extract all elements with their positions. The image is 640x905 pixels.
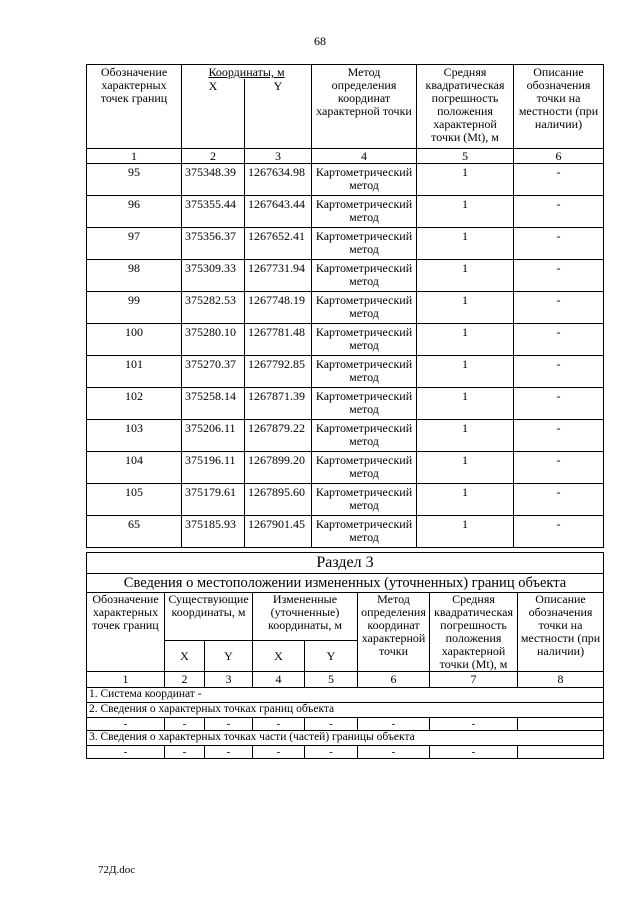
- col-number: 2: [165, 672, 205, 688]
- x-cell: 375280.10: [182, 324, 245, 356]
- dash-cell: -: [87, 718, 165, 731]
- mt-cell: 1: [417, 228, 514, 260]
- dash-cell: -: [253, 746, 305, 759]
- mt-cell: 1: [417, 516, 514, 548]
- description-cell: -: [514, 164, 604, 196]
- page-number: 68: [314, 34, 326, 48]
- y-cell: 1267895.60: [245, 484, 312, 516]
- header-y: Y: [245, 79, 312, 149]
- y-cell: 1267781.48: [245, 324, 312, 356]
- description-cell: -: [514, 324, 604, 356]
- description-cell: -: [514, 452, 604, 484]
- dash-cell: -: [430, 746, 518, 759]
- footer-filename: 72Д.doc: [98, 864, 136, 876]
- method-cell: Картометрический метод: [312, 516, 417, 548]
- header-y: Y: [205, 641, 253, 672]
- col-number: 3: [245, 149, 312, 164]
- method-cell: Картометрический метод: [312, 324, 417, 356]
- point-cell: 95: [87, 164, 182, 196]
- x-cell: 375258.14: [182, 388, 245, 420]
- x-cell: 375179.61: [182, 484, 245, 516]
- col-number: 4: [253, 672, 305, 688]
- description-cell: -: [514, 228, 604, 260]
- x-cell: 375355.44: [182, 196, 245, 228]
- method-cell: Картометрический метод: [312, 260, 417, 292]
- method-cell: Картометрический метод: [312, 164, 417, 196]
- dash-cell: [518, 746, 604, 759]
- x-cell: 375270.37: [182, 356, 245, 388]
- y-cell: 1267652.41: [245, 228, 312, 260]
- col-number: 2: [182, 149, 245, 164]
- dash-cell: [518, 718, 604, 731]
- description-cell: -: [514, 196, 604, 228]
- point-cell: 99: [87, 292, 182, 324]
- point-cell: 101: [87, 356, 182, 388]
- section-subtitle: Сведения о местоположении измененных (уточненных) границ объекта: [87, 574, 604, 593]
- x-cell: 375185.93: [182, 516, 245, 548]
- y-cell: 1267634.98: [245, 164, 312, 196]
- col-number: 8: [518, 672, 604, 688]
- mt-cell: 1: [417, 388, 514, 420]
- y-cell: 1267748.19: [245, 292, 312, 324]
- header-description: Описание обозначения точки на местности (при наличии): [514, 65, 604, 149]
- description-cell: -: [514, 356, 604, 388]
- description-cell: -: [514, 484, 604, 516]
- point-cell: 96: [87, 196, 182, 228]
- mt-cell: 1: [417, 420, 514, 452]
- mt-cell: 1: [417, 356, 514, 388]
- description-cell: -: [514, 420, 604, 452]
- header-x: X: [253, 641, 305, 672]
- y-cell: 1267879.22: [245, 420, 312, 452]
- mt-cell: 1: [417, 292, 514, 324]
- dash-cell: -: [358, 746, 430, 759]
- y-cell: 1267731.94: [245, 260, 312, 292]
- header-mt: Средняя квадратическая погрешность положения характерной точки (Mt), м: [430, 593, 518, 672]
- dash-cell: -: [87, 746, 165, 759]
- header-x: X: [165, 641, 205, 672]
- method-cell: Картометрический метод: [312, 484, 417, 516]
- y-cell: 1267871.39: [245, 388, 312, 420]
- table-row: [87, 420, 604, 452]
- col-number: 3: [205, 672, 253, 688]
- dash-cell: -: [165, 746, 205, 759]
- col-number: 7: [430, 672, 518, 688]
- y-cell: 1267792.85: [245, 356, 312, 388]
- y-cell: 1267899.20: [245, 452, 312, 484]
- table-row: [87, 260, 604, 292]
- dash-cell: -: [358, 718, 430, 731]
- header-coordinates: Координаты, м: [182, 65, 312, 80]
- x-cell: 375309.33: [182, 260, 245, 292]
- point-cell: 105: [87, 484, 182, 516]
- y-cell: 1267901.45: [245, 516, 312, 548]
- description-cell: -: [514, 292, 604, 324]
- header-y: Y: [305, 641, 358, 672]
- x-cell: 375206.11: [182, 420, 245, 452]
- point-cell: 65: [87, 516, 182, 548]
- table-row: [87, 356, 604, 388]
- header-description: Описание обозначения точки на местности (при наличии): [518, 593, 604, 672]
- method-cell: Картометрический метод: [312, 388, 417, 420]
- header-method: Метод определения координат характерной точки: [312, 65, 417, 149]
- table-row: [87, 452, 604, 484]
- header-method: Метод определения координат характерной точки: [358, 593, 430, 672]
- method-cell: Картометрический метод: [312, 196, 417, 228]
- description-cell: -: [514, 260, 604, 292]
- table-row: [87, 164, 604, 196]
- col-number: 1: [87, 672, 165, 688]
- table-row: [87, 196, 604, 228]
- method-cell: Картометрический метод: [312, 228, 417, 260]
- mt-cell: 1: [417, 324, 514, 356]
- method-cell: Картометрический метод: [312, 420, 417, 452]
- point-cell: 102: [87, 388, 182, 420]
- part-boundary-points-line: 3. Сведения о характерных точках части (частей) границы объекта: [87, 731, 604, 746]
- dash-cell: -: [253, 718, 305, 731]
- description-cell: -: [514, 388, 604, 420]
- dash-cell: -: [430, 718, 518, 731]
- x-cell: 375356.37: [182, 228, 245, 260]
- x-cell: 375282.53: [182, 292, 245, 324]
- method-cell: Картометрический метод: [312, 356, 417, 388]
- point-cell: 97: [87, 228, 182, 260]
- point-cell: 103: [87, 420, 182, 452]
- mt-cell: 1: [417, 452, 514, 484]
- mt-cell: 1: [417, 196, 514, 228]
- method-cell: Картометрический метод: [312, 452, 417, 484]
- header-changed-coords: Измененные (уточненные) координаты, м: [253, 593, 358, 641]
- x-cell: 375348.39: [182, 164, 245, 196]
- mt-cell: 1: [417, 484, 514, 516]
- description-cell: -: [514, 516, 604, 548]
- col-number: 5: [417, 149, 514, 164]
- table-row: [87, 388, 604, 420]
- table-row: [87, 324, 604, 356]
- col-number: 6: [358, 672, 430, 688]
- col-number: 6: [514, 149, 604, 164]
- col-number: 4: [312, 149, 417, 164]
- col-number: 1: [87, 149, 182, 164]
- table-row: [87, 292, 604, 324]
- section-title: Раздел 3: [87, 553, 604, 574]
- dash-cell: -: [305, 746, 358, 759]
- dash-cell: -: [165, 718, 205, 731]
- point-cell: 100: [87, 324, 182, 356]
- header-x: X: [182, 79, 245, 149]
- header-mt: Средняя квадратическая погрешность положения характерной точки (Mt), м: [417, 65, 514, 149]
- method-cell: Картометрический метод: [312, 292, 417, 324]
- mt-cell: 1: [417, 164, 514, 196]
- y-cell: 1267643.44: [245, 196, 312, 228]
- section3-table: [86, 552, 604, 759]
- coordinate-system-line: 1. Система координат -: [87, 688, 604, 703]
- point-cell: 104: [87, 452, 182, 484]
- dash-cell: -: [205, 718, 253, 731]
- col-number: 5: [305, 672, 358, 688]
- coordinates-table: [86, 64, 604, 548]
- dash-cell: -: [305, 718, 358, 731]
- table-row: [87, 516, 604, 548]
- table-row: [87, 228, 604, 260]
- header-existing-coords: Существующие координаты, м: [165, 593, 253, 641]
- boundary-points-line: 2. Сведения о характерных точках границ объекта: [87, 703, 604, 718]
- dash-cell: -: [205, 746, 253, 759]
- header-point: Обозначение характерных точек границ: [87, 593, 165, 672]
- point-cell: 98: [87, 260, 182, 292]
- table-row: [87, 484, 604, 516]
- header-point: Обозначение характерных точек границ: [87, 65, 182, 149]
- mt-cell: 1: [417, 260, 514, 292]
- x-cell: 375196.11: [182, 452, 245, 484]
